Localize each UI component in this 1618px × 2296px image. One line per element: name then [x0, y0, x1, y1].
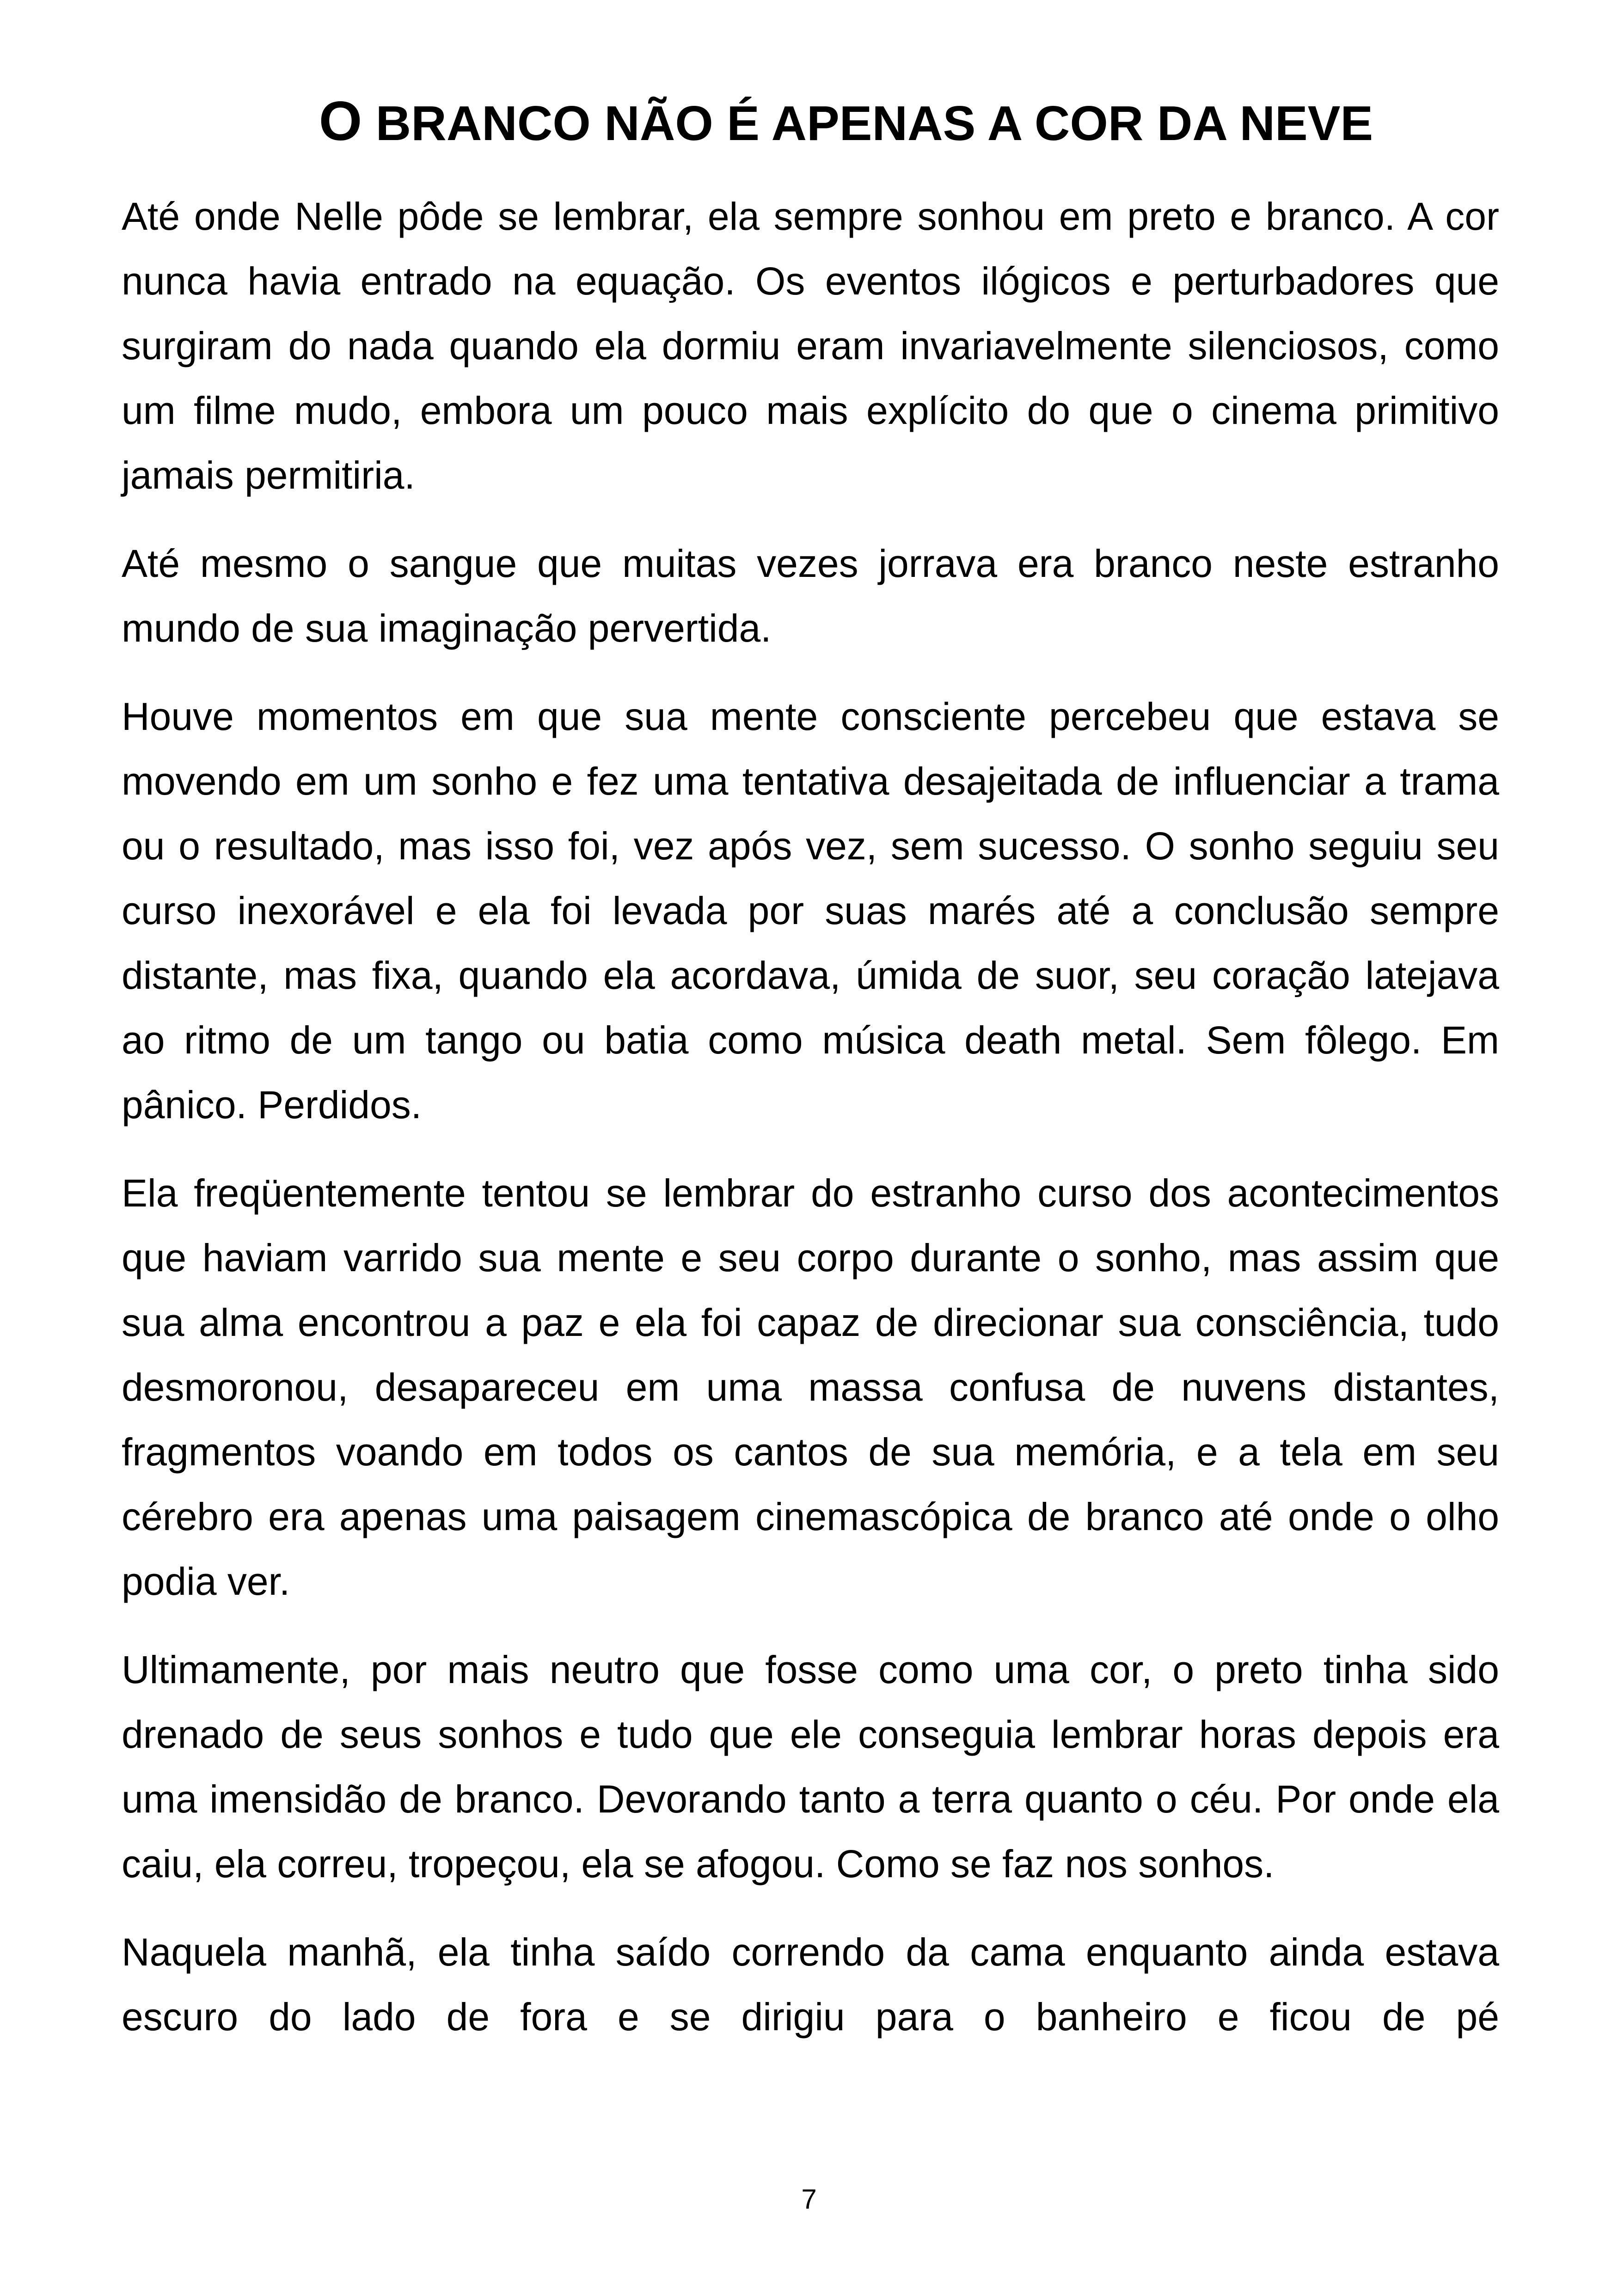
paragraph-3: Houve momentos em que sua mente consciente percebeu que estava se movendo em um sonho e fez uma tentativa desajeitada de influenciar a trama ou o resultado, mas isso foi, vez após vez, sem sucesso. O sonho seguiu seu curso inexorável e ela foi levada por suas marés até a conclusão sempre distante, mas fixa, quando ela acordava, úmida de suor, seu coração latejava ao ritmo de um tango ou batia como música death metal. Sem fôlego. Em pânico. Perdidos.: [122, 695, 1499, 1127]
chapter-title: [92, 89, 1600, 156]
paragraph-6: Naquela manhã, ela tinha saído correndo da cama enquanto ainda estava escuro do lado de fora e se dirigiu para o banheiro e ficou de pé: [122, 1930, 1499, 2039]
paragraph-5: Ultimamente, por mais neutro que fosse como uma cor, o preto tinha sido drenado de seus sonhos e tudo que ele conseguia lembrar horas depois era uma imensidão de branco. Devorando tanto a terra quanto o céu. Por onde ela caiu, ela correu, tropeçou, ela se afogou. Como se faz nos sonhos.: [122, 1648, 1499, 1886]
body-text: [122, 184, 1499, 2073]
paragraph-2: Até mesmo o sangue que muitas vezes jorrava era branco neste estranho mundo de sua imaginação pervertida.: [122, 542, 1499, 650]
chapter-title-text: BRANCO NÃO É APENAS A COR DA NEVE: [362, 96, 1373, 151]
paragraph-4: Ela freqüentemente tentou se lembrar do estranho curso dos acontecimentos que haviam varrido sua mente e seu corpo durante o sonho, mas assim que sua alma encontrou a paz e ela foi capaz de direcionar sua consciência, tudo desmoronou, desapareceu em uma massa confusa de nuvens distantes, fragmentos voando em todos os cantos de sua memória, e a tela em seu cérebro era apenas uma paisagem cinemascópica de branco até onde o olho podia ver.: [122, 1171, 1499, 1603]
chapter-title-initial: O: [319, 90, 362, 152]
page-number: 7: [801, 2184, 817, 2215]
paragraph-1: Até onde Nelle pôde se lembrar, ela sempre sonhou em preto e branco. A cor nunca havia entrado na equação. Os eventos ilógicos e perturbadores que surgiram do nada quando ela dormiu eram invariavelmente silenciosos, como um filme mudo, embora um pouco mais explícito do que o cinema primitivo jamais permitiria.: [122, 195, 1499, 497]
